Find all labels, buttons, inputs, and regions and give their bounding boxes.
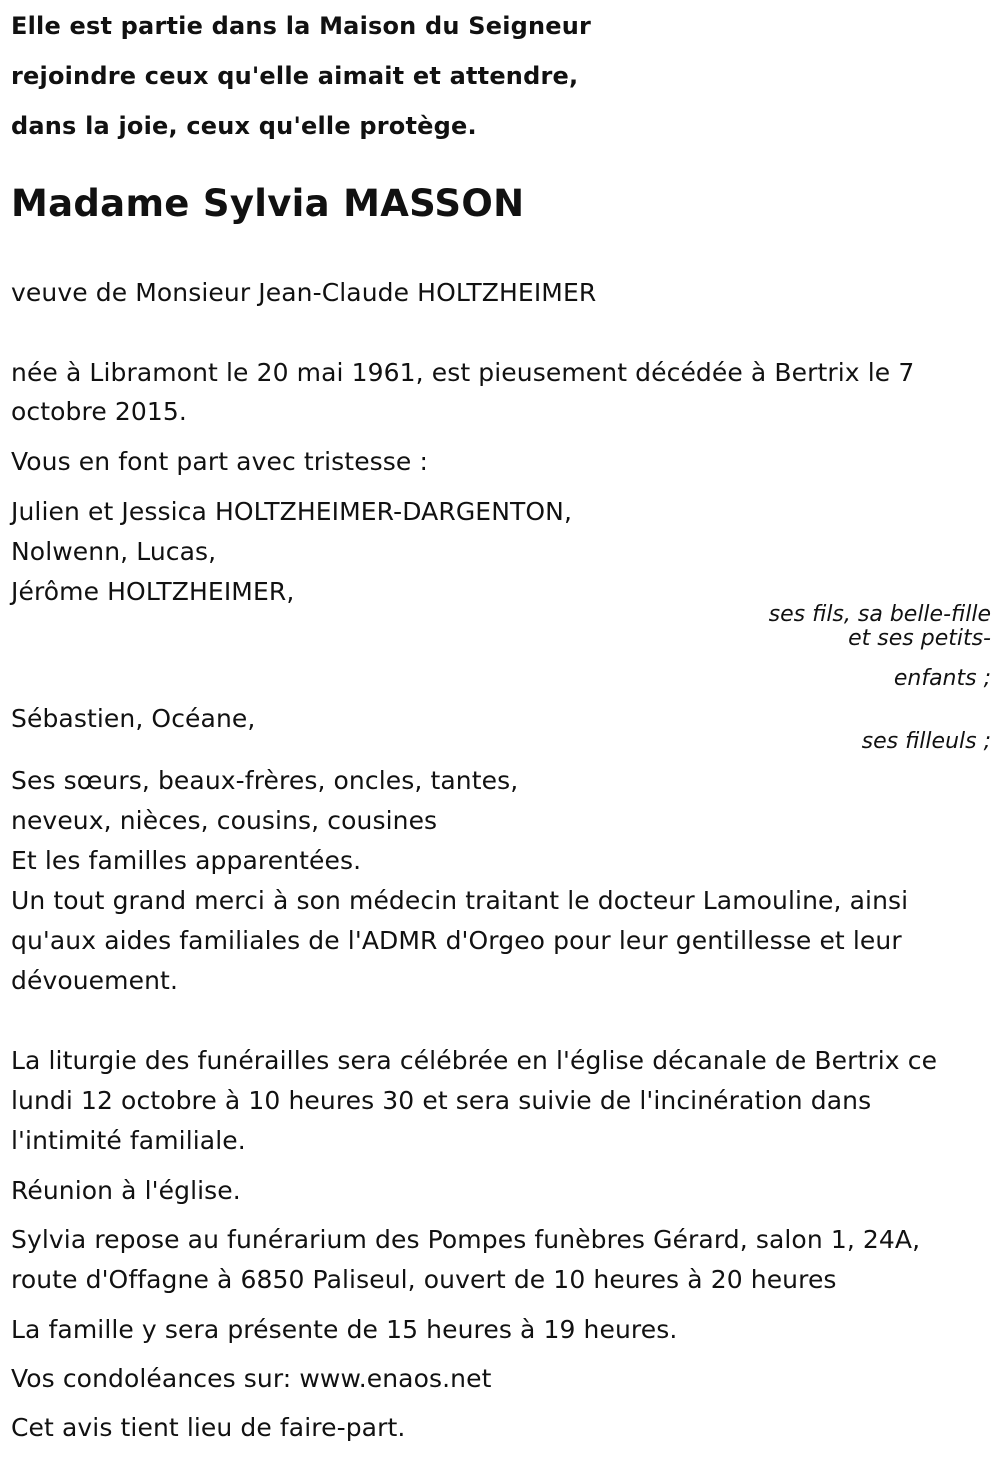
announcement-intro: Vous en font part avec tristesse : xyxy=(11,447,428,476)
family-line-2: neveux, nièces, cousins, cousines xyxy=(11,806,438,835)
children-line-1: Julien et Jessica HOLTZHEIMER-DARGENTON, xyxy=(11,497,572,526)
family-present: La famille y sera présente de 15 heures à 19 heures. xyxy=(11,1315,678,1344)
verse-line-3: dans la joie, ceux qu'elle protège. xyxy=(11,112,477,140)
family-line-1: Ses sœurs, beaux-frères, oncles, tantes, xyxy=(11,766,519,795)
godchildren-relation: ses filleuls ; xyxy=(861,729,991,754)
thanks-line-3: dévouement. xyxy=(11,966,178,995)
godchildren: Sébastien, Océane, xyxy=(11,704,256,733)
repose-line-1: Sylvia repose au funérarium des Pompes funèbres Gérard, salon 1, 24A, xyxy=(11,1225,921,1254)
funeral-line-3: l'intimité familiale. xyxy=(11,1126,246,1155)
birth-death-line-1: née à Libramont le 20 mai 1961, est pieusement décédée à Bertrix le 7 xyxy=(11,358,915,387)
children-line-2: Nolwenn, Lucas, xyxy=(11,537,217,566)
deceased-name: Madame Sylvia MASSON xyxy=(11,182,525,225)
children-relation-line-2: et ses petits- xyxy=(848,626,991,651)
repose-line-2: route d'Offagne à 6850 Paliseul, ouvert de 10 heures à 20 heures xyxy=(11,1265,837,1294)
gathering: Réunion à l'église. xyxy=(11,1176,241,1205)
family-line-3: Et les familles apparentées. xyxy=(11,846,362,875)
children-line-3: Jérôme HOLTZHEIMER, xyxy=(11,577,295,606)
children-relation-line-1: ses fils, sa belle-fille xyxy=(768,602,991,627)
widow-of: veuve de Monsieur Jean-Claude HOLTZHEIMER xyxy=(11,278,597,307)
verse-line-1: Elle est partie dans la Maison du Seigneur xyxy=(11,12,592,40)
funeral-line-2: lundi 12 octobre à 10 heures 30 et sera suivie de l'incinération dans xyxy=(11,1086,872,1115)
children-relation-line-3: enfants ; xyxy=(893,666,991,691)
funeral-line-1: La liturgie des funérailles sera célébrée en l'église décanale de Bertrix ce xyxy=(11,1046,938,1075)
birth-death-line-2: octobre 2015. xyxy=(11,397,187,426)
verse-line-2: rejoindre ceux qu'elle aimait et attendre, xyxy=(11,62,579,90)
notice: Cet avis tient lieu de faire-part. xyxy=(11,1413,406,1442)
condolences: Vos condoléances sur: www.enaos.net xyxy=(11,1364,492,1393)
thanks-line-2: qu'aux aides familiales de l'ADMR d'Orgeo pour leur gentillesse et leur xyxy=(11,926,902,955)
thanks-line-1: Un tout grand merci à son médecin traitant le docteur Lamouline, ainsi xyxy=(11,886,909,915)
